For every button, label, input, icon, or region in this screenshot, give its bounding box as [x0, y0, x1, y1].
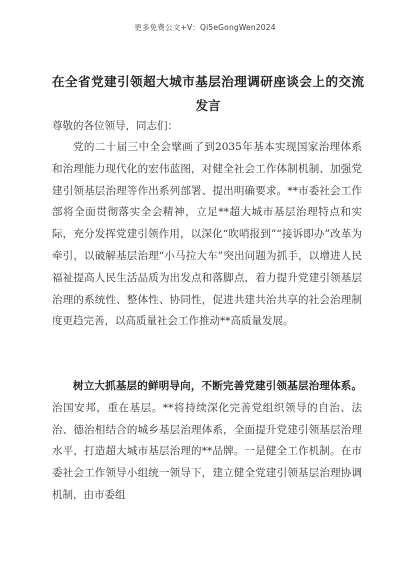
paragraph-1: 党的二十届三中全会擘画了到2035年基本实现国家治理体系和治理能力现代化的宏伟蓝图，对健全社会工作体制机制、加强党建引领基层治理等作出系列部署、提出明确要求。**市委社会工作部将全面贯彻落实全会精神，立足**超大城市基层治理特点和实际，充分发挥党建引领作用，以深化“吹哨报到”“接诉即办”改革为牵引，以破解基层治理“小马拉大车”突出问题为抓手，以增进人民福祉提高人民生活品质为出发点和落脚点，着力提升党建引领基层治理的系统性、整体性、协同性，促进共建共治共享的社会治理制度更趋完善，以高质量社会工作推动**高质量发展。 — [52, 141, 362, 328]
paragraph-2 — [52, 376, 362, 507]
document-title: 在全省党建引领超大城市基层治理调研座谈会上的交流发言 — [52, 74, 364, 113]
paragraph-2-heading: 树立大抓基层的鲜明导向，不断完善党建引领基层治理体系。 — [73, 380, 362, 392]
paragraph-2-body: 治国安邦，重在基层。**将持续深化完善党组织领导的自治、法治、德治相结合的城乡基层治理体系，全面提升党建引领基层治理水平，打造超大城市基层治理的**品牌。一是健全工作机制。在市委社会工作领导小组统一领导下，建立健全党建引领基层治理协调机制，由市委组 — [52, 401, 362, 501]
salutation: 尊敬的各位领导，同志们： — [52, 120, 178, 132]
page-header: 更多免费公文+V：Qi5eGongWen2024 — [134, 23, 276, 32]
